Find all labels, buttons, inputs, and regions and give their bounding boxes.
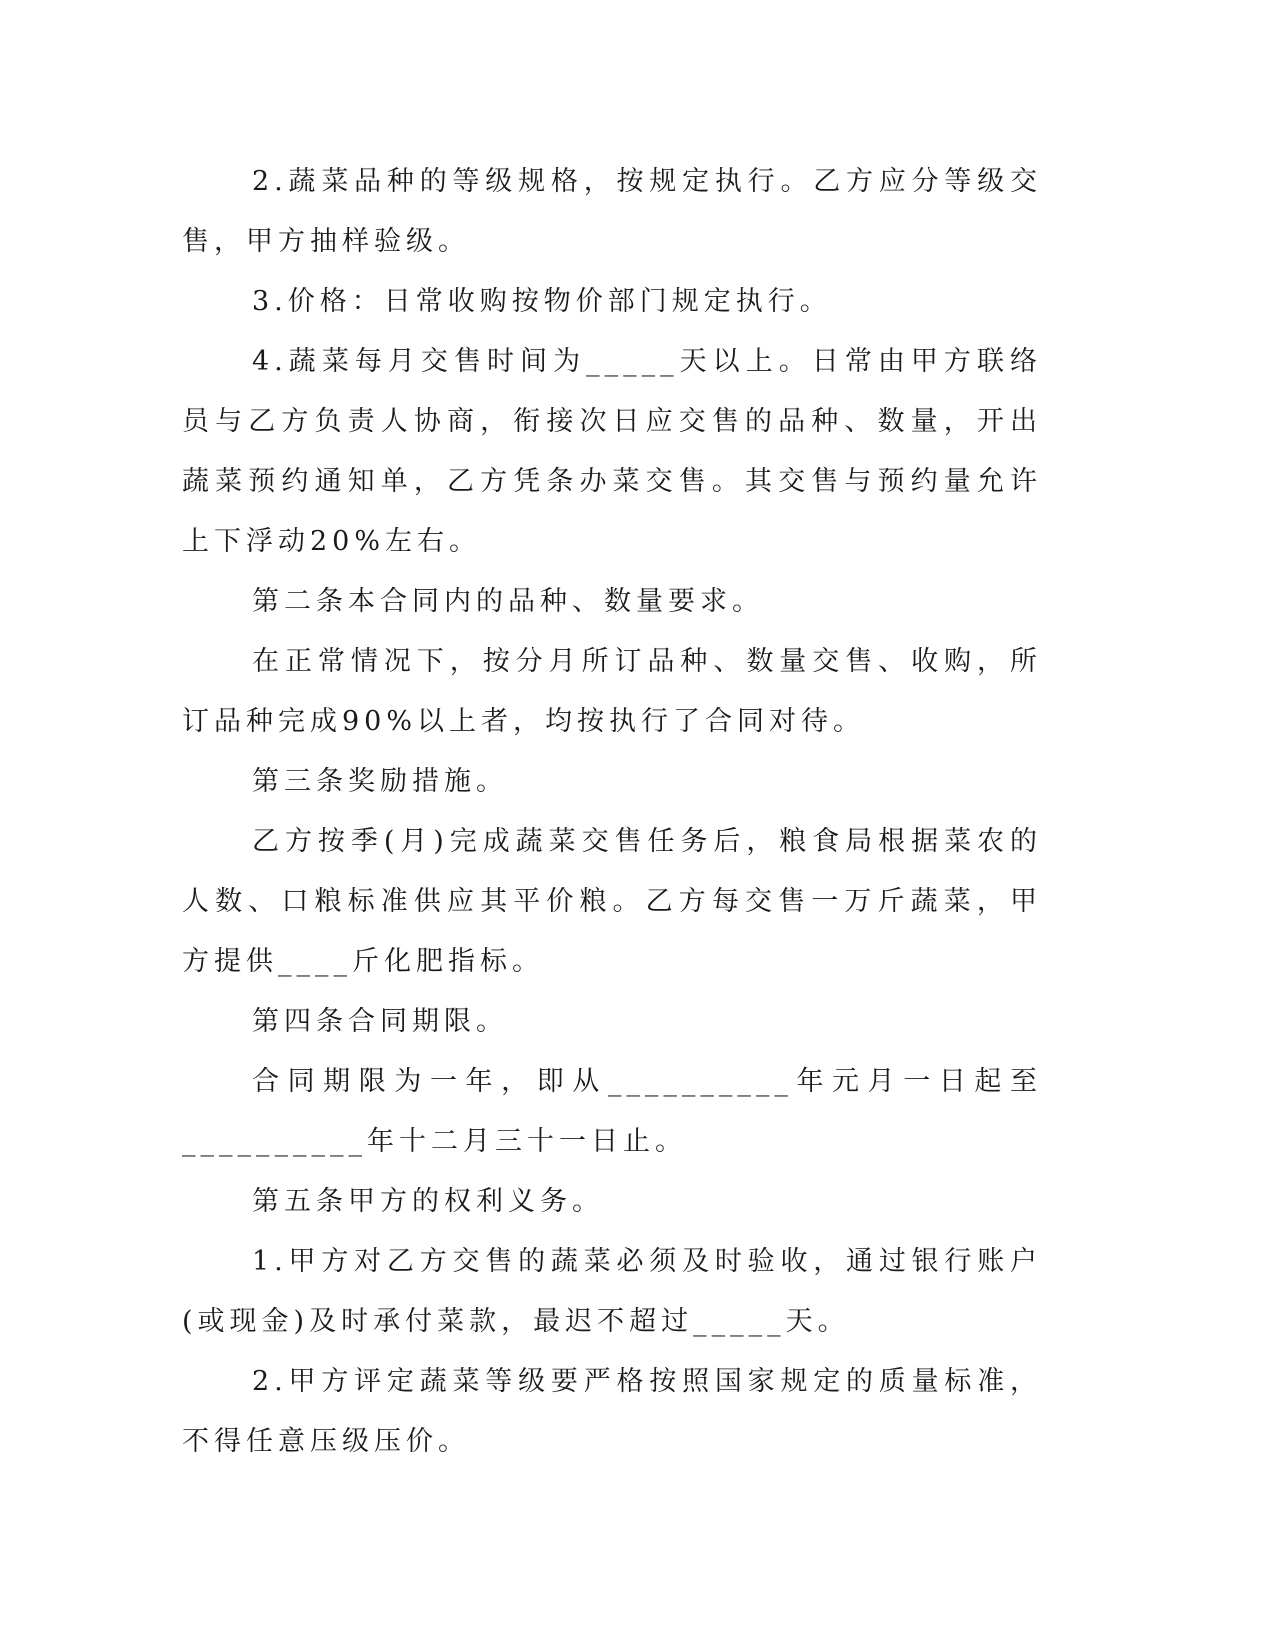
paragraph-delivery-time: 4.蔬菜每月交售时间为_____天以上。日常由甲方联络员与乙方负责人协商，衔接次日应交售的品种、数量，开出蔬菜预约通知单，乙方凭条办菜交售。其交售与预约量允许上下浮动20%左右。 <box>182 346 1042 557</box>
document-body <box>182 152 1042 1472</box>
article-4-heading: 第四条合同期限。 <box>252 1006 508 1037</box>
article-2-heading: 第二条本合同内的品种、数量要求。 <box>252 586 764 617</box>
paragraph-contract-term: 合同期限为一年，即从__________年元月一日起至__________年十二月三十一日止。 <box>182 1066 1042 1157</box>
paragraph-rewards: 乙方按季(月)完成蔬菜交售任务后，粮食局根据菜农的人数、口粮标准供应其平价粮。乙方每交售一万斤蔬菜，甲方提供____斤化肥指标。 <box>182 826 1042 977</box>
paragraph-price: 3.价格：日常收购按物价部门规定执行。 <box>252 286 832 317</box>
paragraph-party-a-grading: 2.甲方评定蔬菜等级要严格按照国家规定的质量标准，不得任意压级压价。 <box>182 1366 1042 1457</box>
paragraph-grading: 2.蔬菜品种的等级规格，按规定执行。乙方应分等级交售，甲方抽样验级。 <box>182 166 1042 257</box>
article-3-heading: 第三条奖励措施。 <box>252 766 508 797</box>
article-5-heading: 第五条甲方的权利义务。 <box>252 1186 604 1217</box>
paragraph-quantity-requirement: 在正常情况下，按分月所订品种、数量交售、收购，所订品种完成90%以上者，均按执行了合同对待。 <box>182 646 1042 737</box>
paragraph-party-a-payment: 1.甲方对乙方交售的蔬菜必须及时验收，通过银行账户(或现金)及时承付菜款，最迟不超过_____天。 <box>182 1246 1042 1337</box>
